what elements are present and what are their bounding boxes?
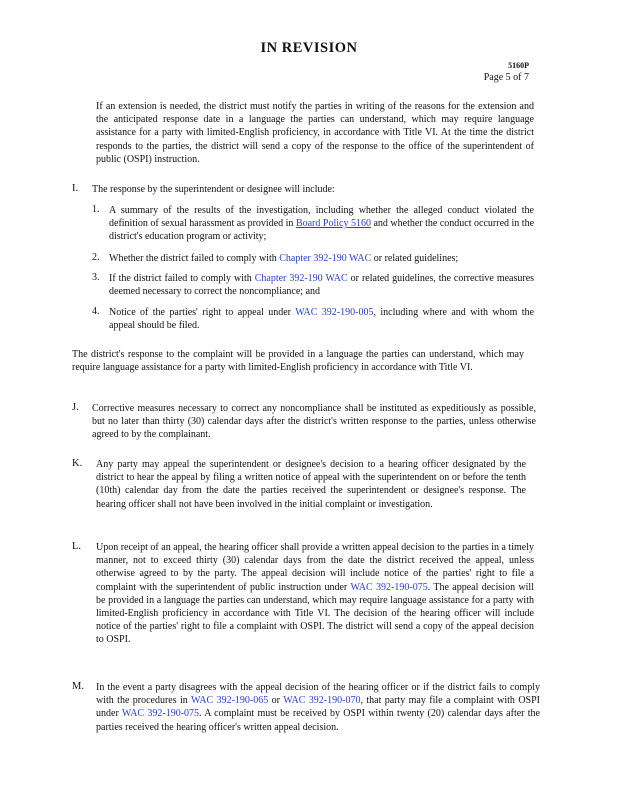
item-3-text <box>109 272 534 298</box>
chapter-wac-link-2[interactable]: Chapter 392-190 WAC <box>254 273 348 284</box>
section-m-or: or <box>271 695 280 707</box>
item-1-text <box>109 204 534 244</box>
item-3-after: or related guidelines, the corrective measures deemed necessary to correct the noncompliance; and <box>109 273 535 298</box>
section-m-mid: , that party may file a complaint with OSPI under <box>96 695 540 720</box>
section-i-lead: The response by the superintendent or designee will include: <box>92 184 335 195</box>
chapter-wac-link[interactable]: Chapter 392-190 WAC <box>279 253 372 264</box>
section-i-marker: I. <box>72 183 79 194</box>
item-2-text <box>109 252 534 265</box>
item-3-number: 3. <box>92 272 100 283</box>
item-4-after: , including where and with whom the appeal should be filed. <box>109 307 534 332</box>
section-l-text <box>96 541 534 647</box>
document-id: 5160P <box>508 61 529 70</box>
item-4-number: 4. <box>92 306 100 317</box>
intro-paragraph <box>96 100 534 166</box>
item-1-before: A summary of the results of the investigation, including whether the alleged conduct violated the definition of sexual harassment as provided in <box>109 205 534 230</box>
item-2-number: 2. <box>92 252 100 263</box>
item-2-after: or related guidelines; <box>373 253 459 264</box>
section-m-text <box>96 681 540 734</box>
item-1-number: 1. <box>92 204 100 215</box>
item-3-before: If the district failed to comply with <box>109 273 252 284</box>
wac-070-link[interactable]: WAC 392-190-070 <box>283 695 361 707</box>
section-m-marker: M. <box>72 681 84 692</box>
response-paragraph: The district's response to the complaint will be provided in a language the parties can understand, which may require language assistance for a party with limited-English proficiency in accordance with Title VI. <box>72 349 524 374</box>
item-4-text <box>109 306 534 332</box>
section-k-marker: K. <box>72 458 83 469</box>
item-4-before: Notice of the parties' right to appeal under <box>109 307 291 318</box>
section-j-text: Corrective measures necessary to correct any noncompliance shall be instituted as expeditiously as possible, but no later than thirty (30) calendar days after the district's written response to the parties, unless otherwise agreed to by the complainant. <box>92 403 536 441</box>
intro-text: If an extension is needed, the district must notify the parties in writing of the reasons for the extension and the anticipated response date in a language the parties can understand, which may require language assistance for a party with limited-English proficiency, in accordance with Title VI. At the time the district responds to the parties, the district will send a copy of the response to the office of the superintendent of public (OSPI) instruction. <box>96 101 534 165</box>
board-policy-link[interactable]: Board Policy 5160 <box>295 218 371 230</box>
wac-075-link-2[interactable]: WAC 392-190-075 <box>121 708 200 720</box>
section-m-before: In the event a party disagrees with the appeal decision of the hearing officer or if the district fails to comply with the procedures in <box>96 682 540 707</box>
page-number: Page 5 of 7 <box>483 72 529 83</box>
wac-005-link[interactable]: WAC 392-190-005 <box>295 307 374 318</box>
section-l-marker: L. <box>72 541 82 552</box>
page-title: IN REVISION <box>260 40 358 56</box>
wac-065-link[interactable]: WAC 392-190-065 <box>191 695 269 707</box>
section-m-after: . A complaint must be received by OSPI within twenty (20) calendar days after the parties received the hearing officer's written appeal decision. <box>96 708 540 733</box>
item-2-before: Whether the district failed to comply with <box>109 253 277 264</box>
section-l-before: Upon receipt of an appeal, the hearing officer shall provide a written appeal decision to the parties in a timely manner, not to exceed thirty (30) calendar days from the date the district received the appeal, unless otherwise agreed to by the party. The appeal decision will include notice of the parties' right to file a complaint with the superintendent of public instruction under <box>96 542 534 593</box>
section-k-text: Any party may appeal the superintendent or designee's decision to a hearing officer designated by the district to hear the appeal by filing a written notice of appeal with the superintendent on or before the tenth (10th) calendar day from the date the parties received the superintendent or designee's response. The hearing officer shall not have been involved in the initial complaint or investigation. <box>96 459 526 510</box>
wac-075-link[interactable]: WAC 392-190-075 <box>350 581 428 593</box>
item-1-after: and whether the conduct occurred in the district's education program or activity; <box>109 218 535 243</box>
section-j-marker: J. <box>72 402 79 413</box>
section-l-after: . The appeal decision will be provided in a language the parties can understand, which may require language assistance for a party with limited-English proficiency in accordance with Title VI. The decision of the hearing officer will include notice of the parties' right to file a complaint with OSPI. The district will send a copy of the appeal decision to OSPI. <box>96 581 534 646</box>
